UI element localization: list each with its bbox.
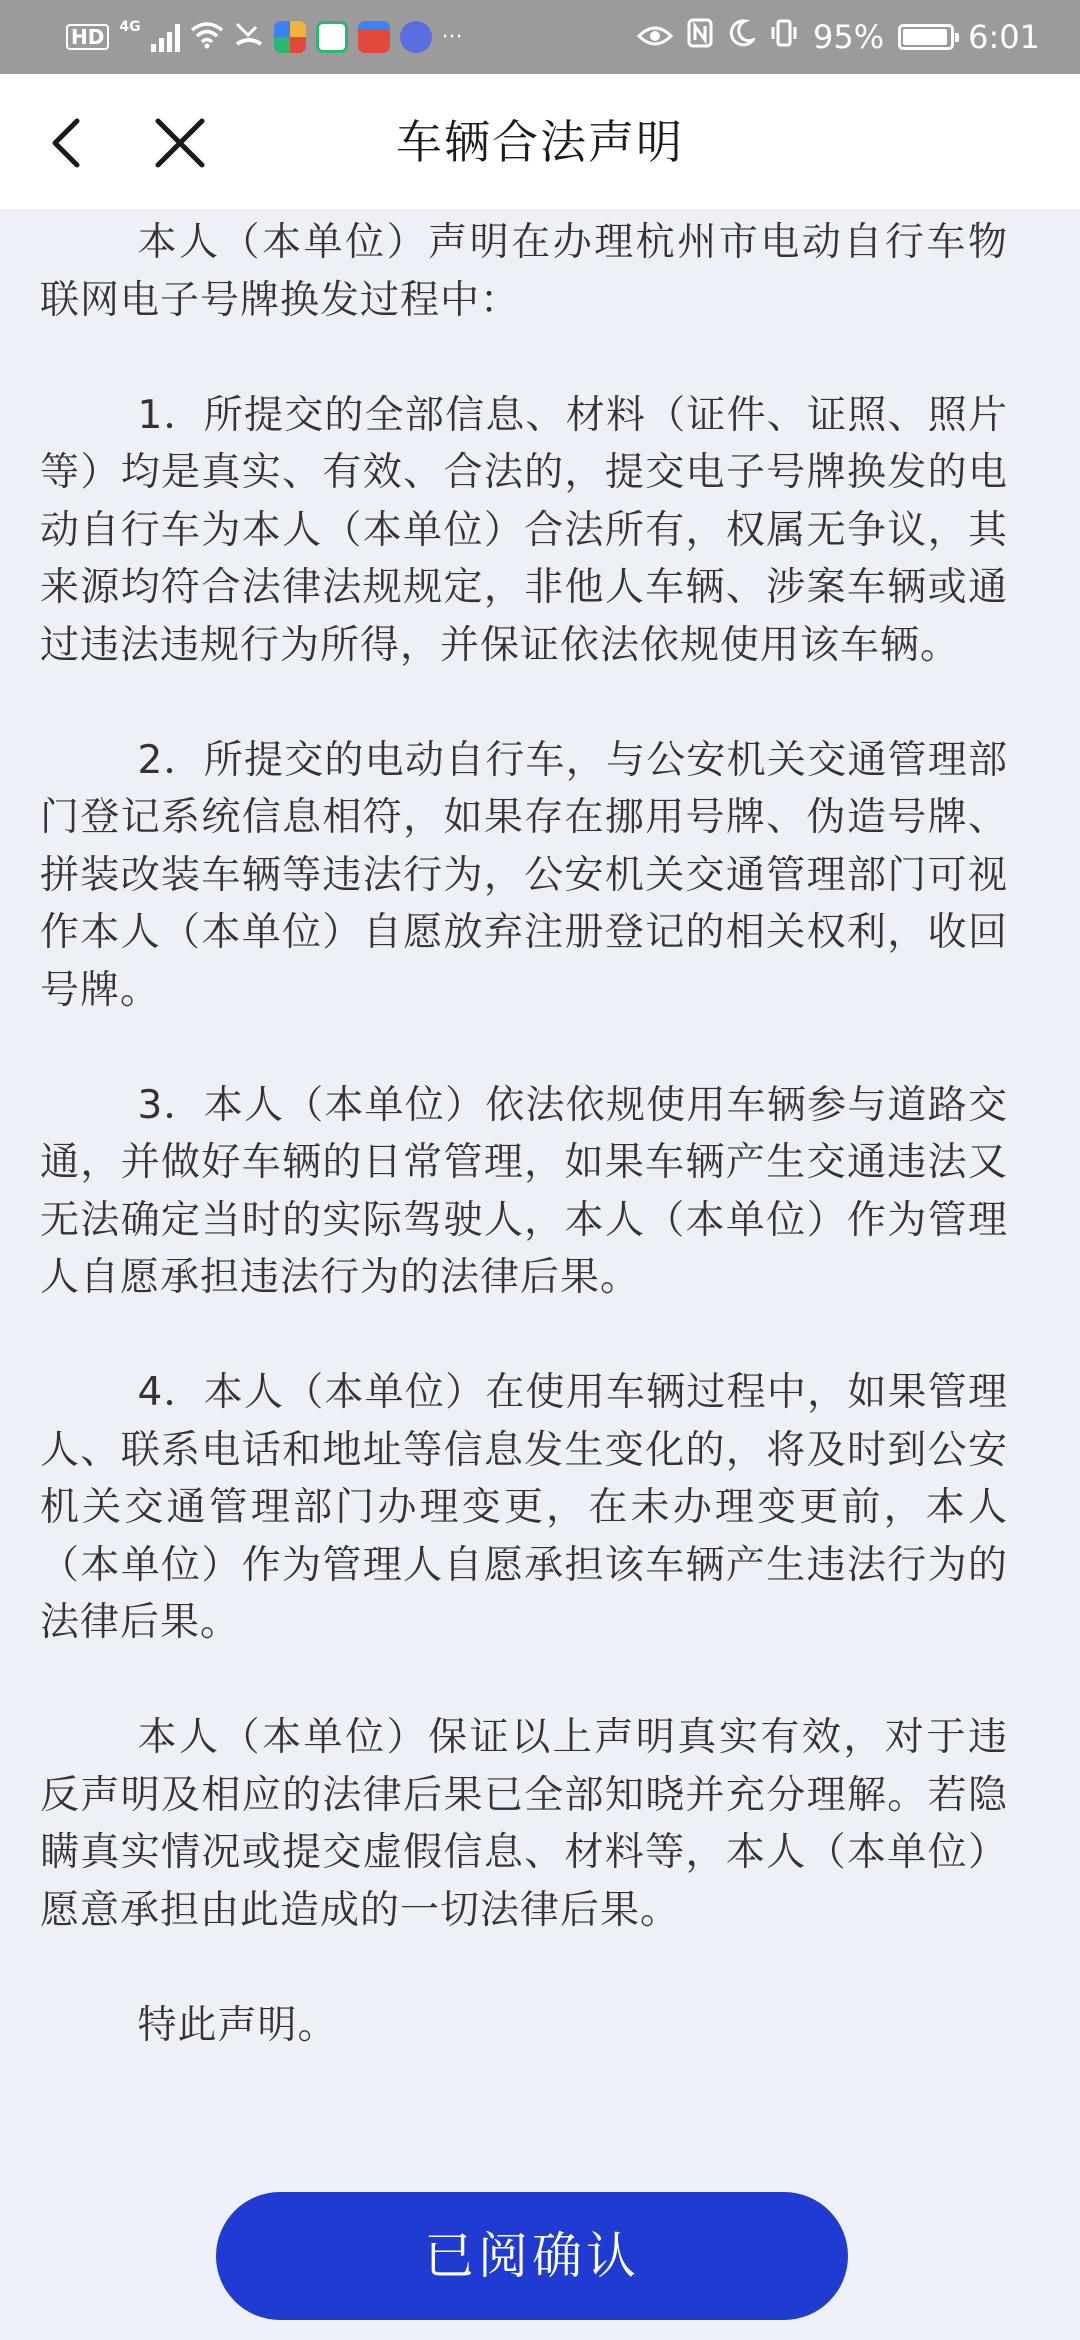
- declaration-content: [40, 214, 1008, 2054]
- network-type-label: 4G: [119, 19, 141, 35]
- more-notifications-icon: ···: [441, 24, 463, 50]
- status-bar-left: [66, 16, 463, 58]
- declaration-closing: 特此声明。: [137, 2002, 338, 2048]
- battery-fill: [903, 29, 947, 45]
- declaration-intro: 本人（本单位）声明在办理杭州市电动自行车物联网电子号牌换发过程中：: [40, 220, 1008, 323]
- declaration-guarantee: 本人（本单位）保证以上声明真实有效，对于违反声明及相应的法律后果已全部知晓并充分理解。若隐瞒真实情况或提交虚假信息、材料等，本人（本单位）愿意承担由此造成的一切法律后果。: [40, 1715, 1008, 1933]
- signal-icon: [151, 22, 180, 52]
- nfc-icon: [687, 18, 713, 56]
- declaration-clause-1: 1．所提交的全部信息、材料（证件、证照、照片等）均是真实、有效、合法的，提交电子号牌换发的电动自行车为本人（本单位）合法所有，权属无争议，其来源均符合法律法规规定，非他人车辆、涉案车辆或通过违法违规行为所得，并保证依法依规使用该车辆。: [40, 392, 1008, 668]
- chevron-left-icon: [45, 115, 85, 171]
- declaration-clause-3: 3．本人（本单位）依法依规使用车辆参与道路交通，并做好车辆的日常管理，如果车辆产生交通违法又无法确定当时的实际驾驶人，本人（本单位）作为管理人自愿承担违法行为的法律后果。: [40, 1082, 1008, 1300]
- close-icon: [152, 115, 208, 171]
- app-notification-icon-1: [274, 21, 306, 53]
- do-not-disturb-moon-icon: [727, 18, 755, 56]
- eye-comfort-icon: [637, 18, 673, 56]
- music-app-icon: [400, 21, 432, 53]
- hd-icon: HD: [66, 24, 109, 50]
- status-bar-right: [637, 16, 1040, 58]
- wifi-icon: [190, 21, 224, 53]
- nav-header: [0, 74, 1080, 211]
- app-notification-icon-3: [358, 21, 390, 53]
- close-button[interactable]: [140, 108, 220, 178]
- app-notification-icon-2: [316, 21, 348, 53]
- declaration-clause-2: 2．所提交的电动自行车，与公安机关交通管理部门登记系统信息相符，如果存在挪用号牌、伪造号牌、拼装改装车辆等违法行为，公安机关交通管理部门可视作本人（本单位）自愿放弃注册登记的相关权利，收回号牌。: [40, 737, 1008, 1013]
- clock: 6:01: [968, 18, 1040, 56]
- back-button[interactable]: [30, 108, 100, 178]
- vibrate-icon: [769, 18, 799, 56]
- confirm-read-button[interactable]: 已阅确认: [216, 2192, 848, 2320]
- missed-call-icon: [234, 20, 264, 54]
- battery-icon: [898, 24, 954, 50]
- declaration-clause-4: 4．本人（本单位）在使用车辆过程中，如果管理人、联系电话和地址等信息发生变化的，将及时到公安机关交通管理部门办理变更，在未办理变更前，本人（本单位）作为管理人自愿承担该车辆产生违法行为的法律后果。: [40, 1370, 1008, 1645]
- page-title: 车辆合法声明: [396, 115, 684, 169]
- status-bar: [0, 0, 1080, 74]
- battery-percent: 95%: [813, 18, 885, 56]
